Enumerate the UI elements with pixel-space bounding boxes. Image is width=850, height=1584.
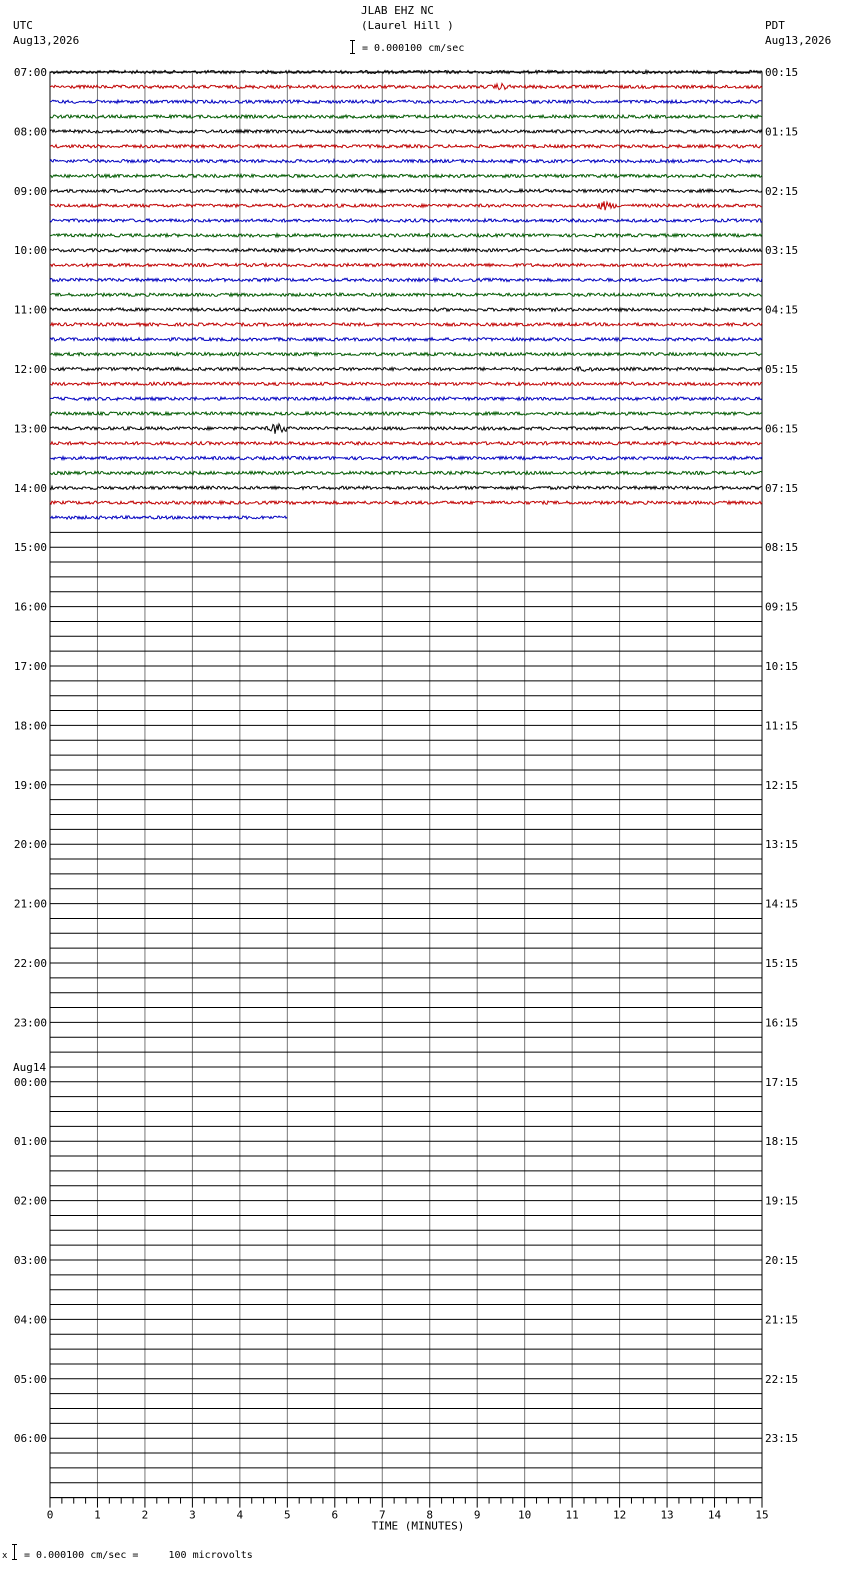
- trace-row: [50, 293, 762, 296]
- trace-row: [50, 338, 762, 341]
- pdt-hour-label: 05:15: [765, 363, 799, 376]
- pdt-hour-label: 23:15: [765, 1432, 799, 1446]
- trace-row: [50, 412, 762, 415]
- x-tick-label: 8: [426, 1508, 434, 1522]
- pdt-hour-label: 19:15: [765, 1194, 799, 1208]
- footer-scale-bar-icon: [12, 1544, 17, 1560]
- pdt-hour-label: 11:15: [765, 719, 799, 733]
- trace-row: [50, 100, 762, 103]
- trace-row: [50, 234, 762, 237]
- right-date: Aug13,2026: [765, 34, 832, 47]
- trace-row: [50, 442, 762, 445]
- x-tick-label: 1: [94, 1508, 101, 1522]
- x-tick-label: 3: [189, 1508, 196, 1522]
- trace-row: [50, 189, 762, 192]
- date-change-label: Aug14: [13, 1060, 47, 1074]
- utc-hour-label: 08:00: [13, 125, 47, 139]
- trace-row: [50, 486, 762, 489]
- utc-hour-label: 05:00: [13, 1372, 47, 1386]
- pdt-hour-label: 20:15: [765, 1254, 799, 1267]
- trace-row: [50, 160, 762, 163]
- pdt-hour-label: 13:15: [765, 838, 799, 852]
- trace-row: [50, 84, 762, 90]
- utc-hour-label: 20:00: [13, 838, 47, 852]
- utc-hour-label: 06:00: [13, 1432, 47, 1446]
- trace-row: [50, 174, 762, 177]
- pdt-hour-label: 12:15: [765, 778, 799, 792]
- utc-hour-label: 19:00: [13, 778, 47, 792]
- utc-hour-label: 07:00: [13, 66, 47, 79]
- trace-row: [50, 145, 762, 148]
- trace-row: [50, 367, 762, 371]
- utc-hour-label: 18:00: [13, 719, 47, 733]
- pdt-hour-label: 03:15: [765, 244, 799, 258]
- trace-row: [50, 115, 762, 118]
- trace-row: [50, 219, 762, 222]
- pdt-hour-label: 22:15: [765, 1372, 799, 1386]
- trace-row: [50, 264, 762, 267]
- utc-hour-label: 03:00: [13, 1254, 47, 1267]
- x-tick-label: 6: [331, 1508, 339, 1522]
- x-axis-label: TIME (MINUTES): [371, 1519, 465, 1533]
- utc-hour-label: 16:00: [13, 600, 47, 614]
- utc-hour-label: 21:00: [13, 897, 47, 911]
- utc-hour-label: 14:00: [13, 481, 47, 495]
- x-tick-label: 15: [755, 1508, 769, 1522]
- utc-hour-label: 23:00: [13, 1016, 47, 1030]
- trace-row: [50, 323, 762, 326]
- utc-hour-label: 00:00: [13, 1075, 47, 1089]
- pdt-hour-label: 17:15: [765, 1075, 799, 1089]
- x-tick-label: 14: [707, 1508, 722, 1522]
- trace-row: [50, 471, 762, 474]
- trace-row: [50, 382, 762, 385]
- pdt-hour-label: 06:15: [765, 422, 799, 436]
- pdt-hour-label: 07:15: [765, 481, 799, 495]
- station-name: JLAB EHZ NC: [361, 4, 434, 17]
- trace-row: [50, 424, 762, 434]
- utc-hour-label: 10:00: [13, 244, 47, 258]
- utc-hour-label: 04:00: [13, 1313, 47, 1327]
- x-tick-label: 5: [284, 1508, 291, 1522]
- pdt-hour-label: 02:15: [765, 184, 799, 198]
- grid: [50, 72, 762, 1498]
- trace-row: [50, 353, 762, 356]
- pdt-hour-label: 18:15: [765, 1135, 799, 1149]
- right-timezone: PDT: [765, 19, 785, 32]
- footer-marker: x: [2, 1551, 8, 1561]
- pdt-hour-label: 14:15: [765, 897, 799, 911]
- trace-row: [50, 397, 762, 400]
- trace-row: [50, 278, 762, 281]
- utc-hour-label: 12:00: [13, 363, 47, 376]
- utc-hour-label: 15:00: [13, 541, 47, 555]
- x-tick-label: 12: [612, 1508, 627, 1522]
- trace-row: [50, 501, 762, 504]
- left-date: Aug13,2026: [13, 34, 80, 47]
- pdt-hour-label: 04:15: [765, 303, 799, 317]
- pdt-hour-label: 08:15: [765, 541, 799, 555]
- x-tick-label: 4: [236, 1508, 244, 1522]
- utc-hour-label: 02:00: [13, 1194, 47, 1208]
- utc-hour-label: 01:00: [13, 1135, 47, 1149]
- x-tick-label: 2: [141, 1508, 149, 1522]
- x-tick-label: 9: [473, 1508, 481, 1522]
- scale-label: = 0.000100 cm/sec: [362, 43, 465, 54]
- pdt-hour-label: 00:15: [765, 66, 799, 79]
- pdt-hour-label: 21:15: [765, 1313, 799, 1327]
- trace-row: [50, 308, 762, 311]
- x-tick-label: 7: [378, 1508, 386, 1522]
- traces: [50, 70, 762, 519]
- utc-hour-label: 11:00: [13, 303, 47, 317]
- trace-row: [50, 516, 287, 519]
- station-location: (Laurel Hill ): [361, 19, 454, 32]
- x-tick-label: 0: [46, 1508, 54, 1522]
- time-axis: [47, 1498, 769, 1533]
- left-timezone: UTC: [13, 19, 33, 32]
- trace-row: [50, 130, 762, 133]
- utc-hour-label: 22:00: [13, 957, 47, 970]
- pdt-hour-label: 16:15: [765, 1016, 799, 1030]
- trace-row: [50, 249, 762, 252]
- x-tick-label: 13: [660, 1508, 674, 1522]
- pdt-hour-label: 10:15: [765, 660, 799, 673]
- trace-row: [50, 457, 762, 460]
- pdt-hour-label: 09:15: [765, 600, 799, 614]
- utc-hour-label: 17:00: [13, 660, 47, 673]
- x-tick-label: 10: [518, 1508, 532, 1522]
- x-tick-label: 11: [565, 1508, 579, 1522]
- utc-hour-label: 09:00: [13, 184, 47, 198]
- pdt-hour-label: 15:15: [765, 957, 799, 970]
- utc-hour-label: 13:00: [13, 422, 47, 436]
- footer-scale-note: = 0.000100 cm/sec = 100 microvolts: [24, 1550, 253, 1561]
- pdt-hour-label: 01:15: [765, 125, 799, 139]
- trace-row: [50, 201, 762, 210]
